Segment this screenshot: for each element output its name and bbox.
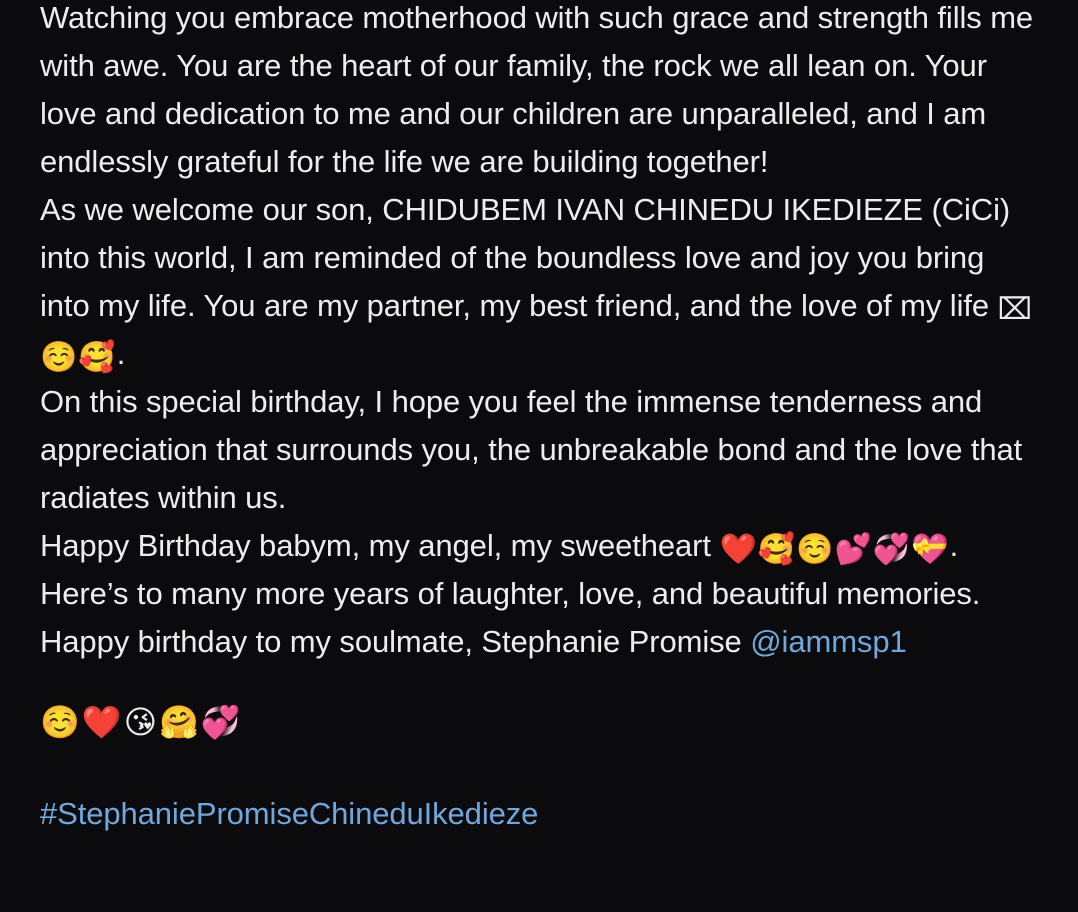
post-paragraph-1: Watching you embrace motherhood with such grace and strength fills me with awe. You are the heart of our family, the rock we all lean on. Your love and dedication to me and our children are unparalleled, and I am endlessly grateful for the life we are building together! [40,0,1034,179]
love-emojis: ⌧☺️🥰 [40,292,1034,375]
post-paragraph-2-period: . [116,336,126,371]
post-paragraph-5 [40,618,1038,666]
hashtag-block [40,790,1038,838]
mention-link[interactable]: @iammsp1 [750,624,907,659]
post-paragraph-5-text: Happy birthday to my soulmate, Stephanie Promise [40,624,751,659]
gift-heart-emoji: 💝 [911,532,950,567]
post-paragraph-2-text: As we welcome our son, CHIDUBEM IVAN CHINEDU IKEDIEZE (CiCi) into this world, I am reminded of the boundless love and joy you bring into my life. You are my partner, my best friend, and the love of my life [40,192,1011,323]
post-paragraph-2 [40,186,1038,378]
post-paragraph-4 [40,522,1038,618]
post-paragraph-4-text: Happy Birthday babym, my angel, my sweetheart [40,528,720,563]
closing-emoji-row: ☺️❤️😘🤗💞 [40,703,243,741]
post-body [40,0,1038,838]
post-paragraph-3: On this special birthday, I hope you feel the immense tenderness and appreciation that surrounds you, the unbreakable bond and the love that radiates within us. [40,384,1023,515]
sweetheart-emojis: ❤️🥰☺️💕💞 [719,532,912,567]
post-paragraph-4-tail: . Here’s to many more years of laughter, love, and beautiful memories. [40,528,981,611]
hashtag-link[interactable]: #StephaniePromiseChineduIkedieze [40,796,539,831]
